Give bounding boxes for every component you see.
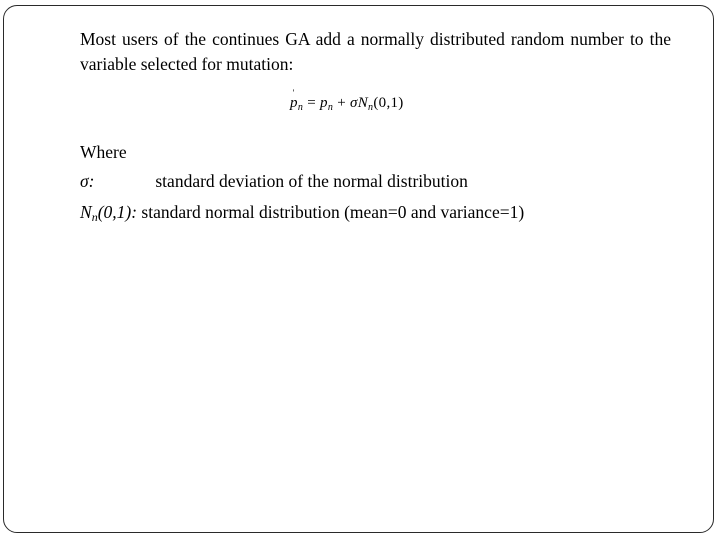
definition-term: $N_n(0,1)$: <box>80 202 138 224</box>
definition-row-normal <box>80 200 524 230</box>
intro-paragraph: Most users of the continues GA add a normally distributed random number to the variable selected for mutation: <box>80 29 671 74</box>
definition-text: standard deviation of the normal distribution <box>155 171 468 191</box>
equation-lhs: p ' <box>290 95 298 111</box>
where-label: Where <box>80 142 127 162</box>
definition-row-sigma <box>80 169 468 194</box>
mutation-equation: p '$_n = p_n + \sigma N_n(0,1)$ <box>290 95 404 113</box>
definition-term: σ: <box>80 171 95 191</box>
slide-frame <box>3 5 714 533</box>
definition-text: standard normal distribution (mean=0 and variance=1) <box>141 202 525 222</box>
